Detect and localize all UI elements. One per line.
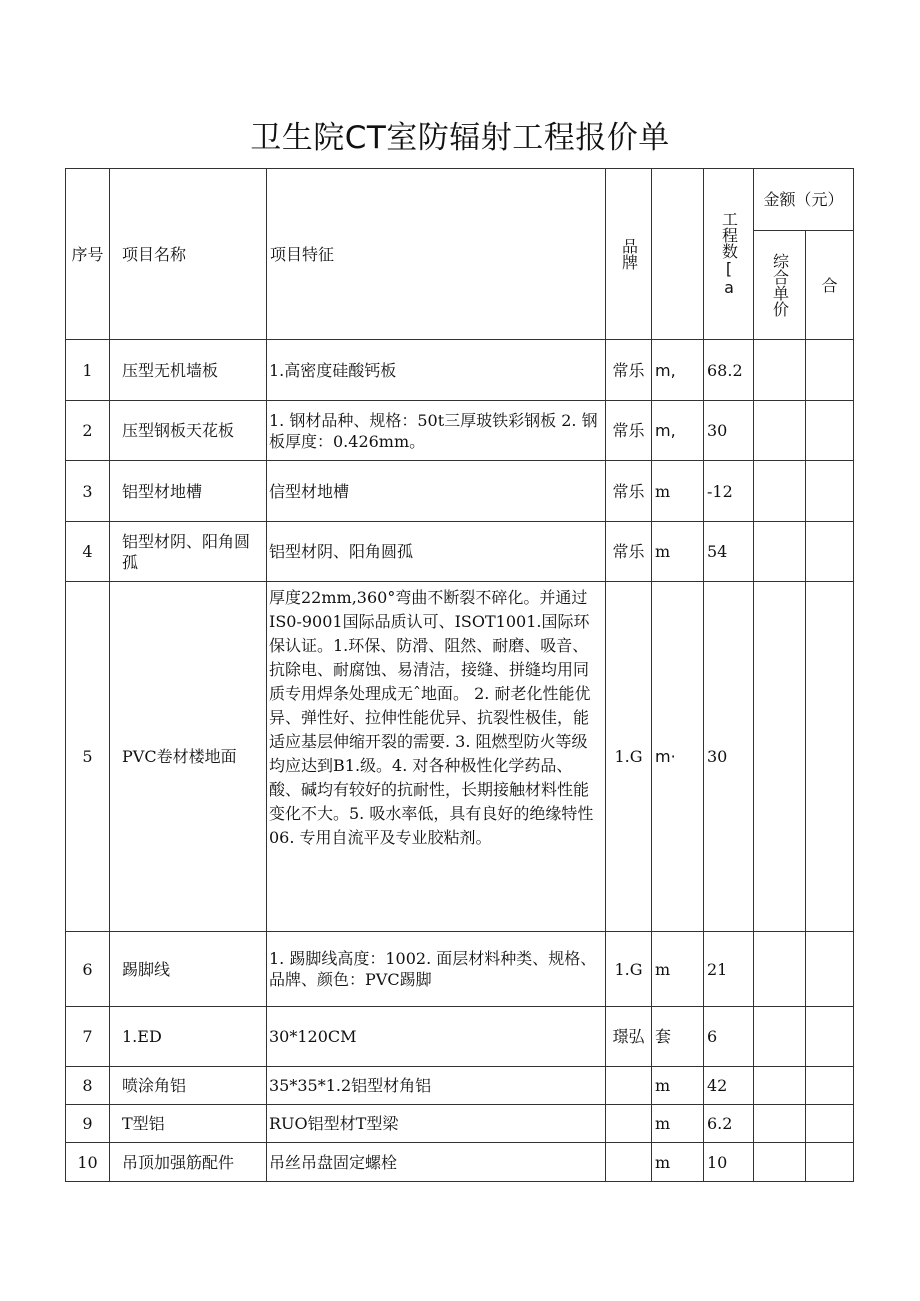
row-name: 1.ED bbox=[110, 1007, 267, 1067]
row-unit: m bbox=[652, 932, 704, 1007]
row-unit: m bbox=[652, 1105, 704, 1143]
row-feature: 30*120CM bbox=[267, 1007, 606, 1067]
row-total bbox=[806, 401, 854, 461]
page-title: 卫生院CT室防辐射工程报价单 bbox=[250, 120, 670, 156]
table-row bbox=[66, 932, 854, 1007]
row-unit-price bbox=[754, 1105, 806, 1143]
row-brand bbox=[606, 1067, 652, 1105]
table-row bbox=[66, 401, 854, 461]
row-feature: 信型材地槽 bbox=[267, 461, 606, 522]
row-name: 压型钢板天花板 bbox=[110, 401, 267, 461]
row-total bbox=[806, 582, 854, 932]
row-brand: 1.G bbox=[606, 582, 652, 932]
header-seq: 序号 bbox=[66, 169, 110, 340]
row-unit: m, bbox=[652, 401, 704, 461]
table-row bbox=[66, 522, 854, 582]
table-row bbox=[66, 1067, 854, 1105]
row-name: 踢脚线 bbox=[110, 932, 267, 1007]
row-unit-price bbox=[754, 401, 806, 461]
row-name: PVC卷材楼地面 bbox=[110, 582, 267, 932]
header-feature: 项目特征 bbox=[267, 169, 606, 340]
row-name: 压型无机墙板 bbox=[110, 340, 267, 401]
row-qty: 21 bbox=[704, 932, 754, 1007]
row-unit: m bbox=[652, 1067, 704, 1105]
row-qty: -12 bbox=[704, 461, 754, 522]
row-total bbox=[806, 1105, 854, 1143]
table-row bbox=[66, 1143, 854, 1182]
row-seq: 2 bbox=[66, 401, 110, 461]
row-seq: 6 bbox=[66, 932, 110, 1007]
row-total bbox=[806, 1143, 854, 1182]
row-total bbox=[806, 461, 854, 522]
row-unit-price bbox=[754, 932, 806, 1007]
table-row bbox=[66, 1007, 854, 1067]
header-unit bbox=[652, 169, 704, 340]
header-amount: 金额（元） bbox=[754, 169, 854, 231]
row-feature: 吊丝吊盘固定螺栓 bbox=[267, 1143, 606, 1182]
row-seq: 10 bbox=[66, 1143, 110, 1182]
row-brand: 常乐 bbox=[606, 522, 652, 582]
row-total bbox=[806, 522, 854, 582]
row-seq: 1 bbox=[66, 340, 110, 401]
row-seq: 3 bbox=[66, 461, 110, 522]
header-unit-price: 综合单价 bbox=[754, 231, 806, 340]
row-name: 喷涂角铝 bbox=[110, 1067, 267, 1105]
row-total bbox=[806, 1067, 854, 1105]
row-unit: m bbox=[652, 461, 704, 522]
row-feature: 1. 踢脚线高度：1002. 面层材料种类、规格、品牌、颜色：PVC踢脚 bbox=[267, 932, 606, 1007]
row-unit-price bbox=[754, 1143, 806, 1182]
row-brand: 常乐 bbox=[606, 401, 652, 461]
row-seq: 7 bbox=[66, 1007, 110, 1067]
row-unit: m· bbox=[652, 582, 704, 932]
row-feature: 铝型材阴、阳角圆孤 bbox=[267, 522, 606, 582]
row-qty: 54 bbox=[704, 522, 754, 582]
header-name: 项目名称 bbox=[110, 169, 267, 340]
row-name: 铝型材地槽 bbox=[110, 461, 267, 522]
row-seq: 8 bbox=[66, 1067, 110, 1105]
table-row bbox=[66, 582, 854, 932]
row-qty: 30 bbox=[704, 401, 754, 461]
row-qty: 6.2 bbox=[704, 1105, 754, 1143]
row-brand bbox=[606, 1143, 652, 1182]
row-qty: 10 bbox=[704, 1143, 754, 1182]
row-qty: 30 bbox=[704, 582, 754, 932]
row-unit-price bbox=[754, 582, 806, 932]
table-row bbox=[66, 340, 854, 401]
row-name: 铝型材阴、阳角圆孤 bbox=[110, 522, 267, 582]
header-total: 合 bbox=[806, 231, 854, 340]
row-unit-price bbox=[754, 340, 806, 401]
row-brand bbox=[606, 1105, 652, 1143]
row-feature: 厚度22mm,360°弯曲不断裂不碎化。并通过IS0-9001国际品质认可、ISOT1001.国际环保认证。1.环保、防滑、阻然、耐磨、吸音、抗除电、耐腐蚀、易清洁，接缝、拼缝均用同质专用焊条处理成无ˆ地面。 2. 耐老化性能优异、弹性好、拉伸性能优异、抗裂性极佳，能适应基层伸缩开裂的需要. 3. 阻燃型防火等级均应达到B1.级。4. 对各种极性化学药品、酸、碱均有较好的抗耐性，长期接触材料性能变化不大。5. 吸水率低，具有良好的绝缘特性06. 专用自流平及专业胶粘剂。 bbox=[267, 582, 606, 932]
quote-table bbox=[65, 168, 854, 1182]
row-brand: 1.G bbox=[606, 932, 652, 1007]
row-name: 吊顶加强筋配件 bbox=[110, 1143, 267, 1182]
row-unit: m, bbox=[652, 340, 704, 401]
row-feature: 35*35*1.2铝型材角铝 bbox=[267, 1067, 606, 1105]
row-unit: 套 bbox=[652, 1007, 704, 1067]
row-qty: 68.2 bbox=[704, 340, 754, 401]
row-seq: 5 bbox=[66, 582, 110, 932]
row-brand: 常乐 bbox=[606, 461, 652, 522]
row-unit: m bbox=[652, 1143, 704, 1182]
row-total bbox=[806, 1007, 854, 1067]
row-seq: 9 bbox=[66, 1105, 110, 1143]
row-unit-price bbox=[754, 1007, 806, 1067]
row-total bbox=[806, 932, 854, 1007]
row-unit-price bbox=[754, 461, 806, 522]
row-qty: 42 bbox=[704, 1067, 754, 1105]
row-total bbox=[806, 340, 854, 401]
row-feature: 1.高密度硅酸钙板 bbox=[267, 340, 606, 401]
row-qty: 6 bbox=[704, 1007, 754, 1067]
row-unit-price bbox=[754, 522, 806, 582]
row-brand: 常乐 bbox=[606, 340, 652, 401]
row-feature: 1. 钢材品种、规格：50t三厚玻铁彩钢板 2. 钢板厚度：0.426mm。 bbox=[267, 401, 606, 461]
header-row bbox=[66, 169, 854, 231]
header-brand: 品牌 bbox=[606, 169, 652, 340]
row-unit-price bbox=[754, 1067, 806, 1105]
header-qty: 工程数[a bbox=[704, 169, 754, 340]
row-seq: 4 bbox=[66, 522, 110, 582]
row-unit: m bbox=[652, 522, 704, 582]
row-brand: 璟弘 bbox=[606, 1007, 652, 1067]
table-row bbox=[66, 461, 854, 522]
row-name: T型铝 bbox=[110, 1105, 267, 1143]
table-row bbox=[66, 1105, 854, 1143]
row-feature: RUO铝型材T型梁 bbox=[267, 1105, 606, 1143]
